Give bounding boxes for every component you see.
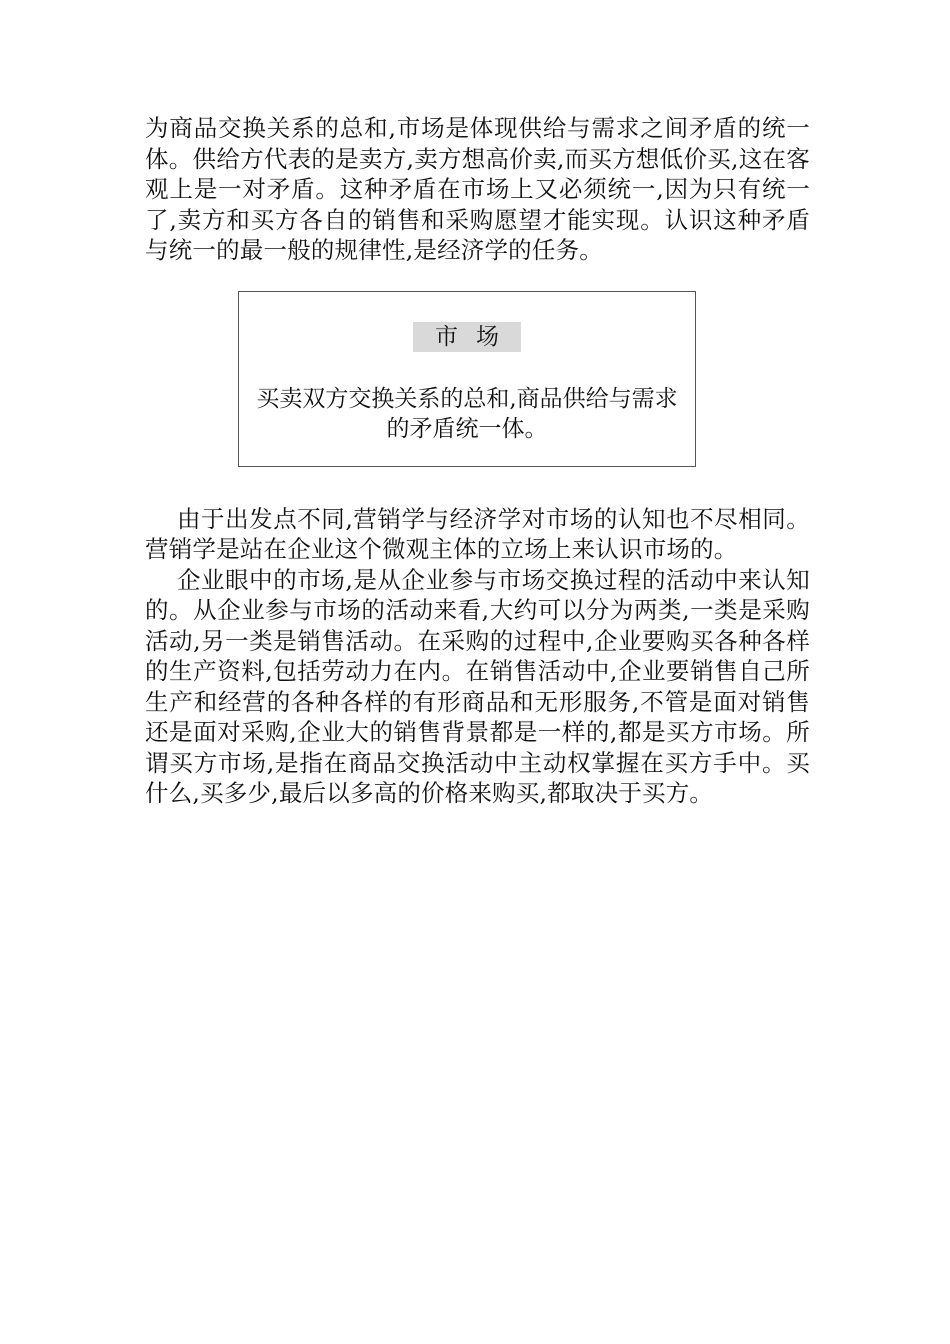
definition-text: 买卖双方交换关系的总和,商品供给与需求的矛盾统一体。 xyxy=(256,385,678,442)
spacer xyxy=(145,467,810,504)
document-page xyxy=(145,113,810,809)
definition-box xyxy=(238,291,696,467)
paragraph-marketing-view: 由于出发点不同,营销学与经济学对市场的认知也不尽相同。营销学是站在企业这个微观主体的立场上来认识市场的。 xyxy=(145,504,810,563)
paragraph-continuation: 为商品交换关系的总和,市场是体现供给与需求之间矛盾的统一体。供给方代表的是卖方,卖方想高价卖,而买方想低价买,这在客观上是一对矛盾。这种矛盾在市场上又必须统一,因为只有统一了,卖方和买方各自的销售和采购愿望才能实现。认识这种矛盾与统一的最一般的规律性,是经济学的任务。 xyxy=(145,114,810,264)
definition-term: 市场 xyxy=(413,322,521,352)
paragraph-enterprise-market: 企业眼中的市场,是从企业参与市场交换过程的活动中来认知的。从企业参与市场的活动来看,大约可以分为两类,一类是采购活动,另一类是销售活动。在采购的过程中,企业要购买各种各样的生产资料,包括劳动力在内。在销售活动中,企业要销售自己所生产和经营的各种各样的有形商品和无形服务,不管是面对销售还是面对采购,企业大的销售背景都是一样的,都是买方市场。所谓买方市场,是指在商品交换活动中主动权掌握在买方手中。买什么,买多少,最后以多高的价格来购买,都取决于买方。 xyxy=(145,565,810,807)
